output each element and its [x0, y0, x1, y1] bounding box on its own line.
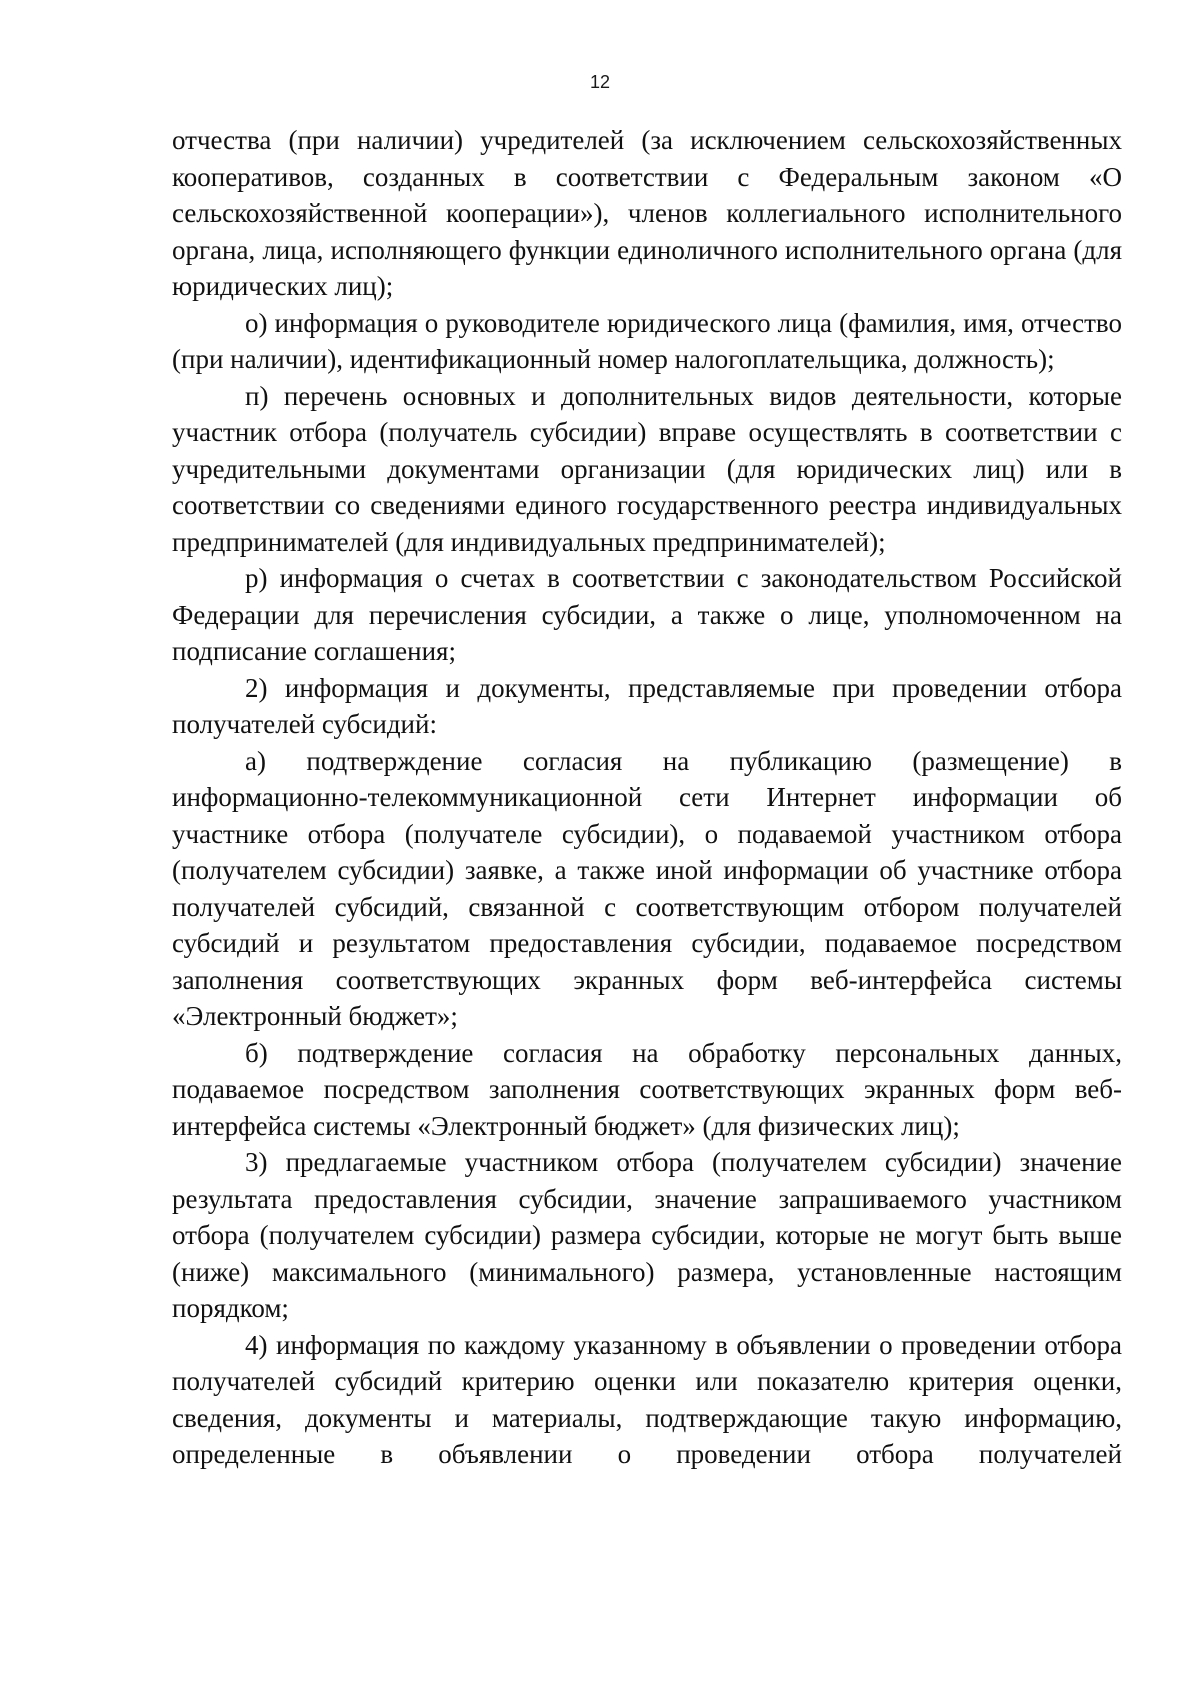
page-number: 12 — [589, 72, 611, 92]
paragraph-item-3: 3) предлагаемые участником отбора (получателем субсидии) значение результата предоставления субсидии, значение запрашиваемого участником отбора (получателем субсидии) размера субсидии, которые не могут быть выше (ниже) максимального (минимального) размера, установленные настоящим порядком; — [172, 1147, 1122, 1323]
paragraph-item-2a: а) подтверждение согласия на публикацию (размещение) в информационно-телекоммуникационной сети Интернет информации об участнике отбора (получателе субсидии), о подаваемой участником отбора (получателем субсидии) заявке, а также иной информации об участнике отбора получателей субсидий, связанной с соответствующим отбором получателей субсидий и результатом предоставления субсидии, подаваемое посредством заполнения соответствующих экранных форм веб-интерфейса системы «Электронный бюджет»; — [172, 745, 1122, 1031]
paragraph-continuation: отчества (при наличии) учредителей (за исключением сельскохозяйственных кооперативов, созданных в соответствии с Федеральным законом «О сельскохозяйственной кооперации»), членов коллегиального исполнительного органа, лица, исполняющего функции единоличного исполнительного органа (для юридических лиц); — [172, 125, 1122, 301]
paragraph-item-r: р) информация о счетах в соответствии с законодательством Российской Федерации для перечисления субсидии, а также о лице, уполномоченном на подписание соглашения; — [172, 563, 1122, 666]
paragraph-item-p: п) перечень основных и дополнительных видов деятельности, которые участник отбора (получатель субсидии) вправе осуществлять в соответствии с учредительными документами организации (для юридических лиц) или в соответствии со сведениями единого государственного реестра индивидуальных предпринимателей (для индивидуальных предпринимателей); — [172, 380, 1122, 557]
document-body — [172, 122, 1122, 1473]
paragraph-item-4: 4) информация по каждому указанному в объявлении о проведении отбора получателей субсидий критерию оценки или показателю критерия оценки, сведения, документы и материалы, подтверждающие такую информацию, определенные в объявлении о проведении отбора получателей — [172, 1329, 1122, 1469]
paragraph-item-o: о) информация о руководителе юридического лица (фамилия, имя, отчество (при наличии), идентификационный номер налогоплательщика, должность); — [172, 307, 1122, 374]
paragraph-item-2b: б) подтверждение согласия на обработку персональных данных, подаваемое посредством заполнения соответствующих экранных форм веб-интерфейса системы «Электронный бюджет» (для физических лиц); — [172, 1037, 1122, 1141]
paragraph-item-2: 2) информация и документы, представляемые при проведении отбора получателей субсидий: — [172, 672, 1122, 739]
